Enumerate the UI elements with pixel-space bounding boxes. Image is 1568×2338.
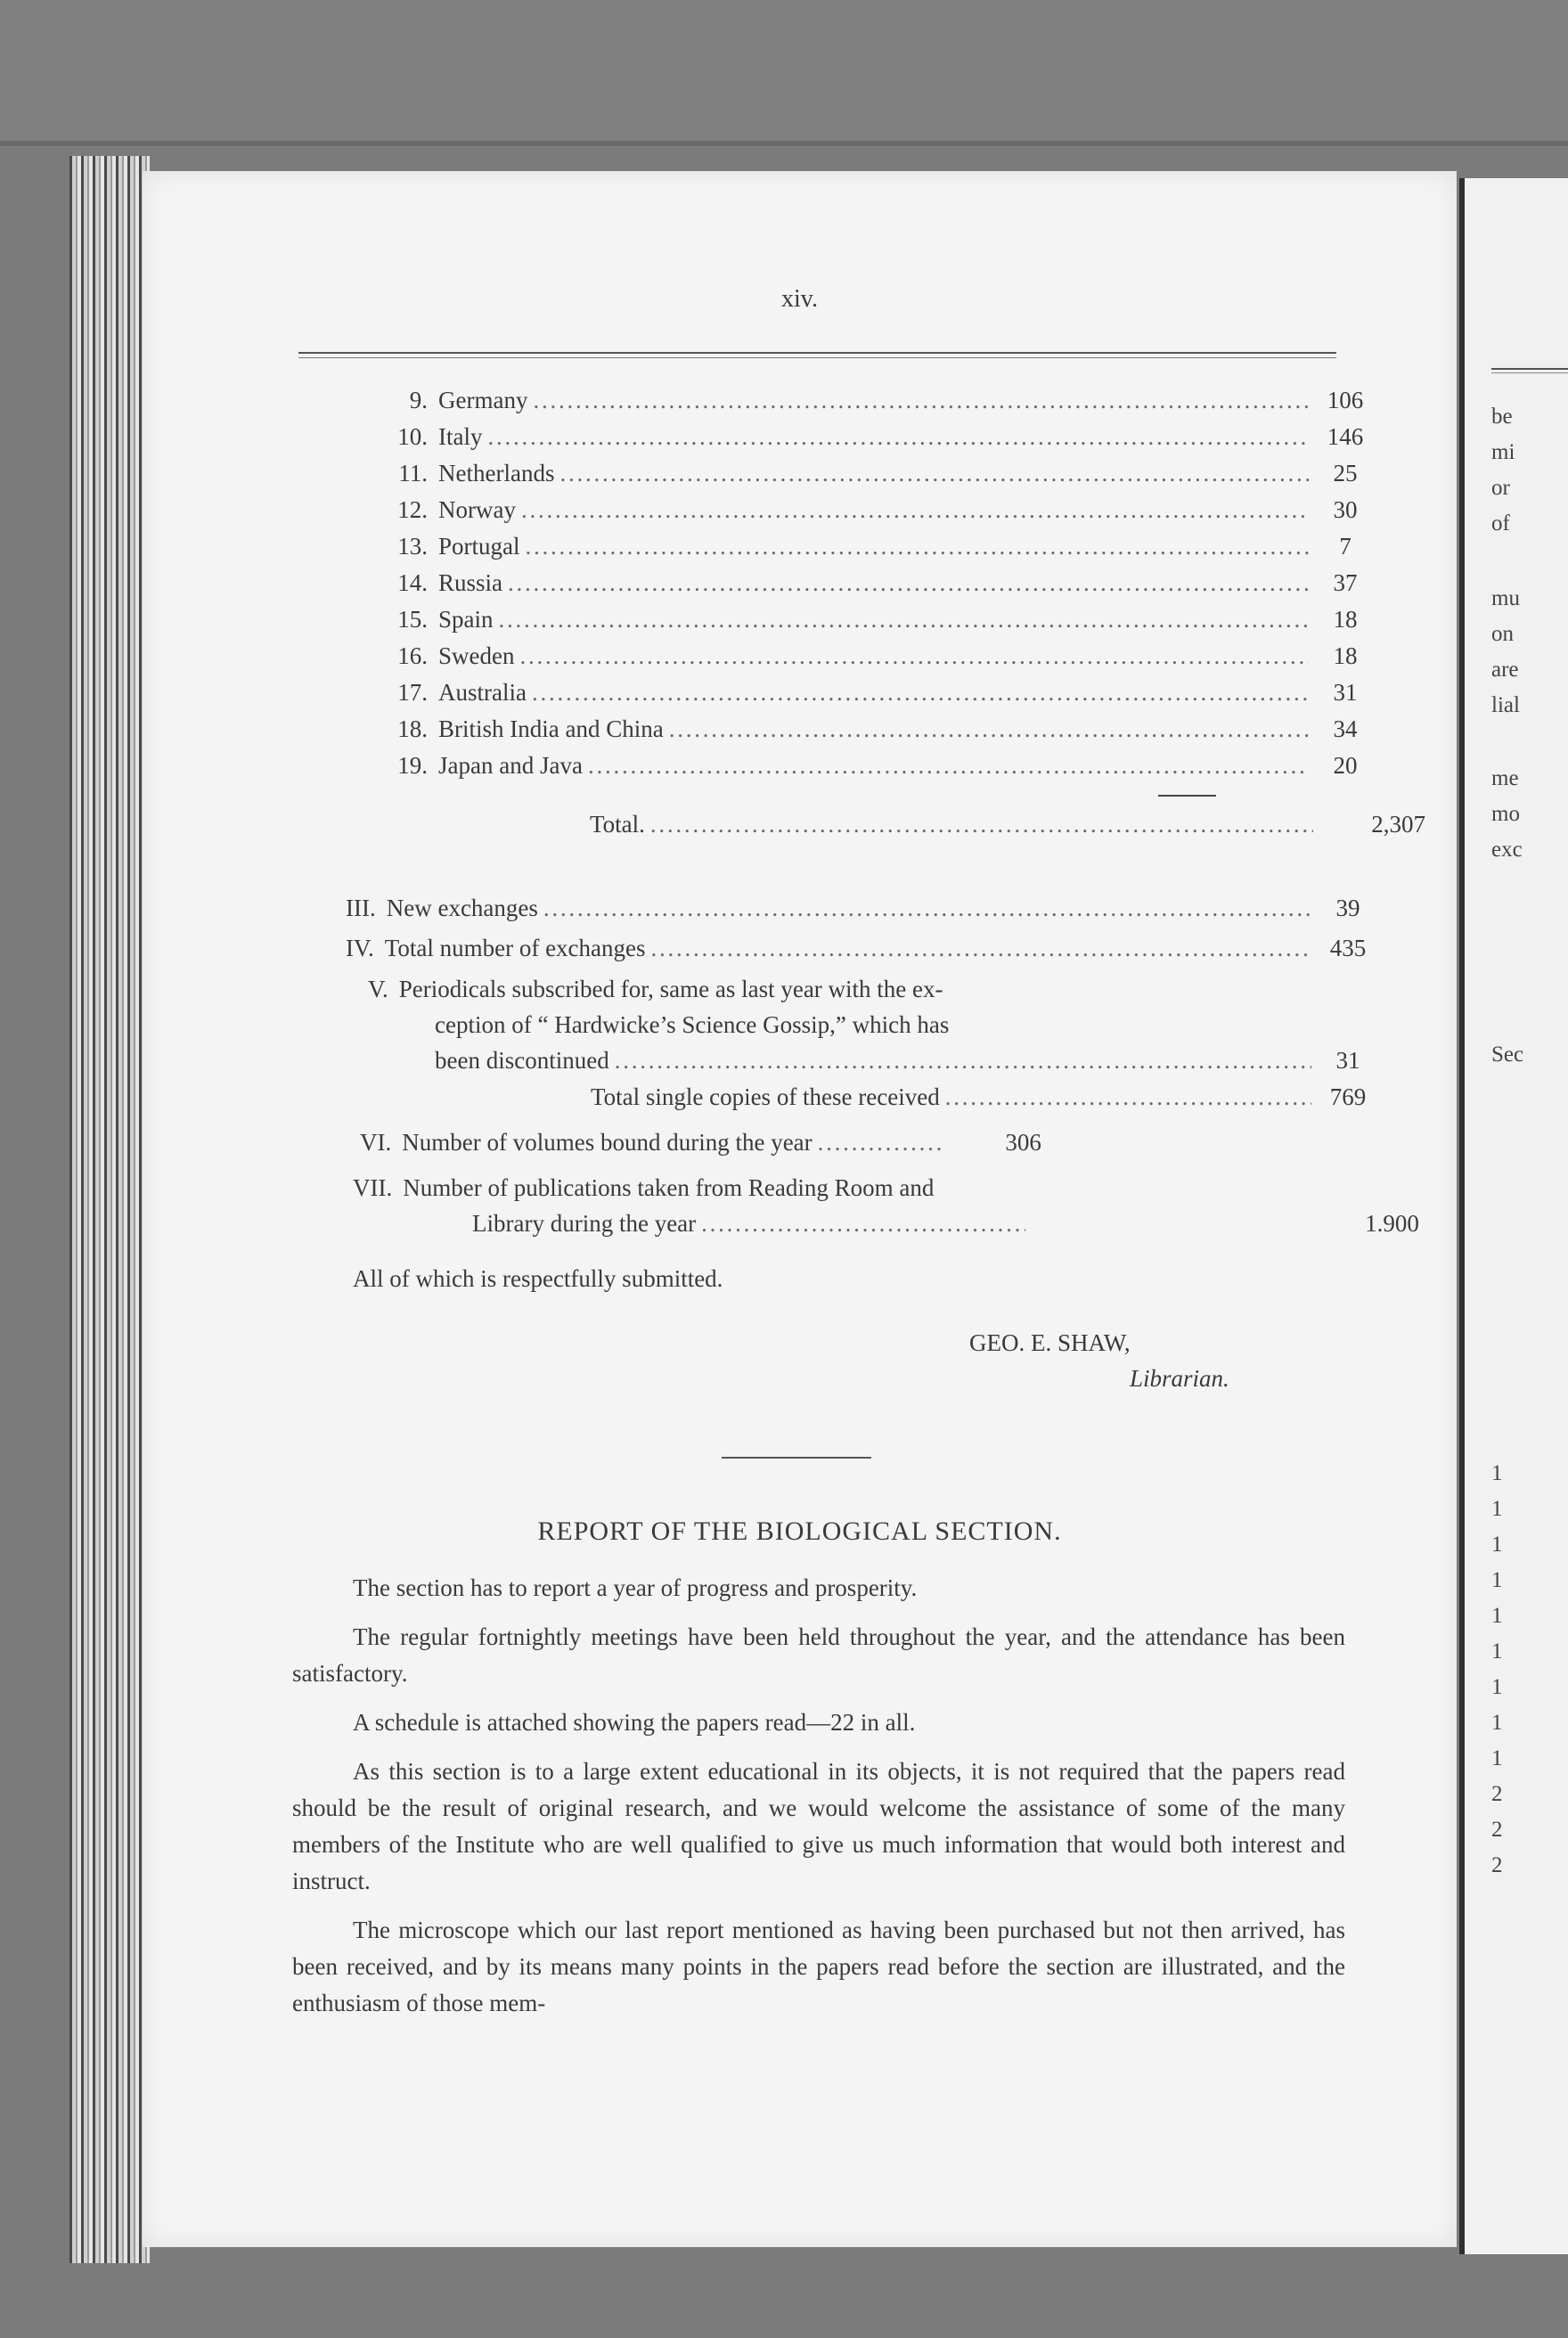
section-vii-line2: Library during the year . . . 1.900 xyxy=(472,1210,1430,1238)
section-v-subtotal: Total single copies of these received . . . 769 xyxy=(591,1083,1379,1111)
section-v-line1: V. Periodicals subscribed for, same as last year with the ex- xyxy=(368,976,943,1002)
book-page xyxy=(143,171,1457,2247)
section-v-line2: ception of “ Hardwicke’s Science Gossip,” which has xyxy=(435,1011,950,1038)
total-row: Total. . . . 2,307 xyxy=(590,811,1425,838)
page-number: xiv. xyxy=(781,285,818,313)
section-iii-row: III. New exchanges . . . 39 xyxy=(346,895,1379,922)
section-vii-line1: VII. Number of publications taken from Reading Room and xyxy=(353,1174,935,1201)
country-row: 14. Russia . . . 37 xyxy=(379,569,1376,597)
paragraph: A schedule is attached showing the papers read—22 in all. xyxy=(353,1709,916,1736)
country-row: 16. Sweden . . . 18 xyxy=(379,642,1376,670)
facing-page-rule xyxy=(1491,368,1568,373)
header-rule xyxy=(298,352,1336,358)
scan-background-top xyxy=(0,0,1568,147)
facing-page-edge: be mi or of mu on are lial me mo exc Sec 1 1 1 1 1 1 1 1 1 2 2 2 xyxy=(1459,178,1568,2254)
section-divider xyxy=(722,1457,871,1459)
sum-rule xyxy=(1158,795,1216,797)
section-v-line3: been discontinued . . . 31 xyxy=(435,1047,1379,1075)
country-row: 12. Norway . . . 30 xyxy=(379,496,1376,524)
country-row: 19. Japan and Java . . . 20 xyxy=(379,752,1376,780)
report-title: REPORT OF THE BIOLOGICAL SECTION. xyxy=(537,1516,1062,1546)
signature-title: Librarian. xyxy=(1130,1365,1229,1392)
country-row: 13. Portugal . . . 7 xyxy=(379,533,1376,560)
section-vi-row: VI. Number of volumes bound during the year . . . 306 xyxy=(360,1129,1429,1157)
paragraph: The regular fortnightly meetings have been held throughout the year, and the attendance has been satisfactory. xyxy=(292,1623,1345,1687)
book-page-edges xyxy=(69,156,150,2263)
country-row: 18. British India and China . . . 34 xyxy=(379,715,1376,743)
country-row: 15. Spain . . . 18 xyxy=(379,606,1376,634)
paragraph: The section has to report a year of progress and prosperity. xyxy=(353,1574,918,1601)
country-row: 17. Australia . . . 31 xyxy=(379,679,1376,707)
report-body xyxy=(292,1570,1345,2034)
country-row: 9. Germany . . . 106 xyxy=(379,387,1376,414)
country-row: 10. Italy . . . 146 xyxy=(379,423,1376,451)
paragraph: As this section is to a large extent educational in its objects, it is not required that the papers read should be the result of original research, and we would welcome the assistance of some of the many members of the Institute who are well qualified to give us much information that would both interest and instruct. xyxy=(292,1758,1345,1894)
signature-name: GEO. E. SHAW, xyxy=(969,1329,1131,1356)
paragraph: The microscope which our last report mentioned as having been purchased but not then arrived, has been received, and by its means many points in the papers read before the section are illustrated, and the enthusiasm of those mem- xyxy=(292,1917,1345,2016)
section-iv-row: IV. Total number of exchanges . . . 435 xyxy=(346,935,1379,962)
closing-line: All of which is respectfully submitted. xyxy=(353,1265,723,1292)
country-row: 11. Netherlands . . . 25 xyxy=(379,460,1376,487)
